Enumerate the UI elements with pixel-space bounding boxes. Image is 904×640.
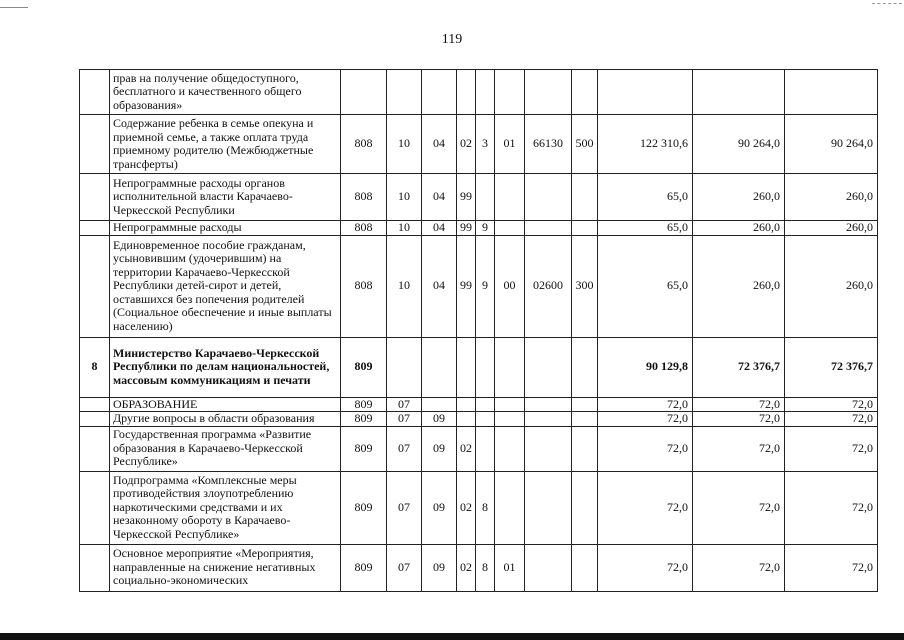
code-cell: 809 bbox=[341, 412, 387, 427]
code-cell: 8 bbox=[476, 471, 495, 544]
code-cell: 07 bbox=[387, 412, 422, 427]
code-cell bbox=[572, 426, 598, 471]
code-cell: 02 bbox=[457, 471, 476, 544]
table-row bbox=[80, 174, 878, 221]
code-cell: 00 bbox=[495, 235, 525, 337]
amount-cell: 90 264,0 bbox=[693, 115, 785, 174]
code-cell bbox=[476, 337, 495, 397]
amount-cell: 72,0 bbox=[598, 471, 693, 544]
code-cell: 99 bbox=[457, 174, 476, 221]
amount-cell: 90 264,0 bbox=[785, 115, 878, 174]
table-row bbox=[80, 235, 878, 337]
code-cell: 99 bbox=[457, 235, 476, 337]
amount-cell: 72 376,7 bbox=[785, 337, 878, 397]
row-name-cell: Непрограммные расходы bbox=[110, 221, 341, 236]
code-cell: 500 bbox=[572, 115, 598, 174]
amount-cell: 72 376,7 bbox=[693, 337, 785, 397]
code-cell bbox=[476, 70, 495, 115]
amount-cell: 90 129,8 bbox=[598, 337, 693, 397]
table-row bbox=[80, 221, 878, 236]
code-cell bbox=[387, 337, 422, 397]
code-cell bbox=[525, 337, 572, 397]
code-cell bbox=[572, 544, 598, 591]
table-row bbox=[80, 471, 878, 544]
code-cell: 04 bbox=[422, 235, 457, 337]
amount-cell: 260,0 bbox=[693, 235, 785, 337]
amount-cell: 72,0 bbox=[598, 412, 693, 427]
amount-cell: 72,0 bbox=[598, 426, 693, 471]
code-cell bbox=[495, 221, 525, 236]
row-name-cell: Единовременное пособие гражданам, усыновившим (удочерившим) на территории Карачаево-Черкесской Республики детей-сирот и детей, оставшихся без попечения родителей (Социальное обеспечение и иные выплаты населению) bbox=[110, 235, 341, 337]
row-name-cell: Содержание ребенка в семье опекуна и приемной семье, а также оплата труда приемному родителю (Межбюджетные трансферты) bbox=[110, 115, 341, 174]
amount-cell: 72,0 bbox=[693, 397, 785, 412]
code-cell bbox=[525, 471, 572, 544]
row-number-cell bbox=[80, 412, 110, 427]
table-row bbox=[80, 337, 878, 397]
amount-cell: 72,0 bbox=[785, 426, 878, 471]
code-cell: 808 bbox=[341, 235, 387, 337]
amount-cell: 260,0 bbox=[785, 235, 878, 337]
code-cell bbox=[476, 397, 495, 412]
amount-cell: 260,0 bbox=[693, 221, 785, 236]
code-cell: 808 bbox=[341, 115, 387, 174]
row-number-cell bbox=[80, 544, 110, 591]
code-cell bbox=[572, 337, 598, 397]
code-cell: 07 bbox=[387, 426, 422, 471]
row-number-cell bbox=[80, 426, 110, 471]
amount-cell bbox=[693, 70, 785, 115]
page-number: 119 bbox=[441, 32, 463, 47]
code-cell: 07 bbox=[387, 397, 422, 412]
code-cell bbox=[457, 70, 476, 115]
code-cell: 02600 bbox=[525, 235, 572, 337]
amount-cell: 72,0 bbox=[598, 544, 693, 591]
code-cell bbox=[525, 70, 572, 115]
code-cell: 09 bbox=[422, 471, 457, 544]
code-cell: 02 bbox=[457, 544, 476, 591]
code-cell bbox=[476, 174, 495, 221]
code-cell bbox=[495, 337, 525, 397]
row-number-cell bbox=[80, 235, 110, 337]
amount-cell bbox=[598, 70, 693, 115]
code-cell: 10 bbox=[387, 235, 422, 337]
table-row bbox=[80, 115, 878, 174]
code-cell: 10 bbox=[387, 221, 422, 236]
row-name-cell: ОБРАЗОВАНИЕ bbox=[110, 397, 341, 412]
amount-cell bbox=[785, 70, 878, 115]
code-cell: 99 bbox=[457, 221, 476, 236]
amount-cell: 260,0 bbox=[785, 174, 878, 221]
amount-cell: 72,0 bbox=[785, 544, 878, 591]
code-cell bbox=[476, 426, 495, 471]
row-name-cell: Государственная программа «Развитие образования в Карачаево-Черкесской Республике» bbox=[110, 426, 341, 471]
code-cell bbox=[476, 412, 495, 427]
code-cell: 02 bbox=[457, 426, 476, 471]
code-cell bbox=[572, 397, 598, 412]
code-cell bbox=[572, 70, 598, 115]
code-cell bbox=[422, 397, 457, 412]
code-cell bbox=[572, 412, 598, 427]
code-cell: 808 bbox=[341, 174, 387, 221]
row-name-cell: Подпрограмма «Комплексные меры противодействия злоупотреблению наркотическими средствами и их незаконному обороту в Карачаево-Черкесской Республике» bbox=[110, 471, 341, 544]
row-number-cell bbox=[80, 115, 110, 174]
code-cell: 04 bbox=[422, 115, 457, 174]
table-row bbox=[80, 544, 878, 591]
row-name-cell: Министерство Карачаево-Черкесской Республики по делам национальностей, массовым коммуникациям и печати bbox=[110, 337, 341, 397]
code-cell bbox=[495, 426, 525, 471]
code-cell bbox=[525, 412, 572, 427]
code-cell: 04 bbox=[422, 221, 457, 236]
code-cell: 808 bbox=[341, 221, 387, 236]
code-cell bbox=[525, 426, 572, 471]
code-cell: 01 bbox=[495, 115, 525, 174]
amount-cell: 72,0 bbox=[693, 412, 785, 427]
amount-cell: 72,0 bbox=[785, 471, 878, 544]
code-cell bbox=[387, 70, 422, 115]
code-cell: 809 bbox=[341, 426, 387, 471]
code-cell: 300 bbox=[572, 235, 598, 337]
code-cell bbox=[457, 337, 476, 397]
amount-cell: 72,0 bbox=[693, 544, 785, 591]
code-cell: 66130 bbox=[525, 115, 572, 174]
budget-table bbox=[79, 69, 878, 592]
amount-cell: 260,0 bbox=[693, 174, 785, 221]
scan-edge-mark bbox=[0, 0, 28, 8]
code-cell bbox=[525, 221, 572, 236]
row-name-cell: Непрограммные расходы органов исполнительной власти Карачаево-Черкесской Республики bbox=[110, 174, 341, 221]
amount-cell: 65,0 bbox=[598, 221, 693, 236]
code-cell: 3 bbox=[476, 115, 495, 174]
code-cell bbox=[341, 70, 387, 115]
table-row bbox=[80, 397, 878, 412]
code-cell: 10 bbox=[387, 174, 422, 221]
code-cell: 809 bbox=[341, 397, 387, 412]
code-cell: 9 bbox=[476, 235, 495, 337]
amount-cell: 72,0 bbox=[693, 471, 785, 544]
code-cell bbox=[457, 412, 476, 427]
amount-cell: 72,0 bbox=[598, 397, 693, 412]
code-cell bbox=[525, 174, 572, 221]
row-name-cell: Другие вопросы в области образования bbox=[110, 412, 341, 427]
code-cell: 9 bbox=[476, 221, 495, 236]
code-cell bbox=[525, 397, 572, 412]
budget-table-body bbox=[80, 70, 878, 592]
code-cell: 09 bbox=[422, 544, 457, 591]
code-cell bbox=[495, 471, 525, 544]
table-row bbox=[80, 70, 878, 115]
amount-cell: 122 310,6 bbox=[598, 115, 693, 174]
code-cell bbox=[495, 397, 525, 412]
code-cell: 04 bbox=[422, 174, 457, 221]
scan-edge-mark bbox=[872, 3, 902, 4]
row-name-cell: прав на получение общедоступного, бесплатного и качественного общего образования» bbox=[110, 70, 341, 115]
code-cell: 8 bbox=[476, 544, 495, 591]
code-cell bbox=[572, 221, 598, 236]
code-cell bbox=[495, 174, 525, 221]
row-number-cell: 8 bbox=[80, 337, 110, 397]
row-number-cell bbox=[80, 70, 110, 115]
code-cell: 09 bbox=[422, 412, 457, 427]
code-cell bbox=[495, 412, 525, 427]
table-row bbox=[80, 412, 878, 427]
code-cell: 09 bbox=[422, 426, 457, 471]
amount-cell: 65,0 bbox=[598, 174, 693, 221]
code-cell: 07 bbox=[387, 544, 422, 591]
code-cell bbox=[572, 174, 598, 221]
row-name-cell: Основное мероприятие «Мероприятия, направленные на снижение негативных социально-экономических bbox=[110, 544, 341, 591]
code-cell bbox=[457, 397, 476, 412]
code-cell: 07 bbox=[387, 471, 422, 544]
code-cell: 809 bbox=[341, 471, 387, 544]
row-number-cell bbox=[80, 471, 110, 544]
code-cell: 809 bbox=[341, 544, 387, 591]
code-cell bbox=[495, 70, 525, 115]
amount-cell: 72,0 bbox=[693, 426, 785, 471]
amount-cell: 65,0 bbox=[598, 235, 693, 337]
code-cell: 01 bbox=[495, 544, 525, 591]
amount-cell: 260,0 bbox=[785, 221, 878, 236]
row-number-cell bbox=[80, 397, 110, 412]
amount-cell: 72,0 bbox=[785, 412, 878, 427]
row-number-cell bbox=[80, 221, 110, 236]
code-cell bbox=[422, 337, 457, 397]
scan-bottom-edge bbox=[0, 633, 904, 640]
table-row bbox=[80, 426, 878, 471]
row-number-cell bbox=[80, 174, 110, 221]
code-cell: 10 bbox=[387, 115, 422, 174]
code-cell bbox=[422, 70, 457, 115]
code-cell bbox=[525, 544, 572, 591]
code-cell: 02 bbox=[457, 115, 476, 174]
code-cell bbox=[572, 471, 598, 544]
code-cell: 809 bbox=[341, 337, 387, 397]
amount-cell: 72,0 bbox=[785, 397, 878, 412]
